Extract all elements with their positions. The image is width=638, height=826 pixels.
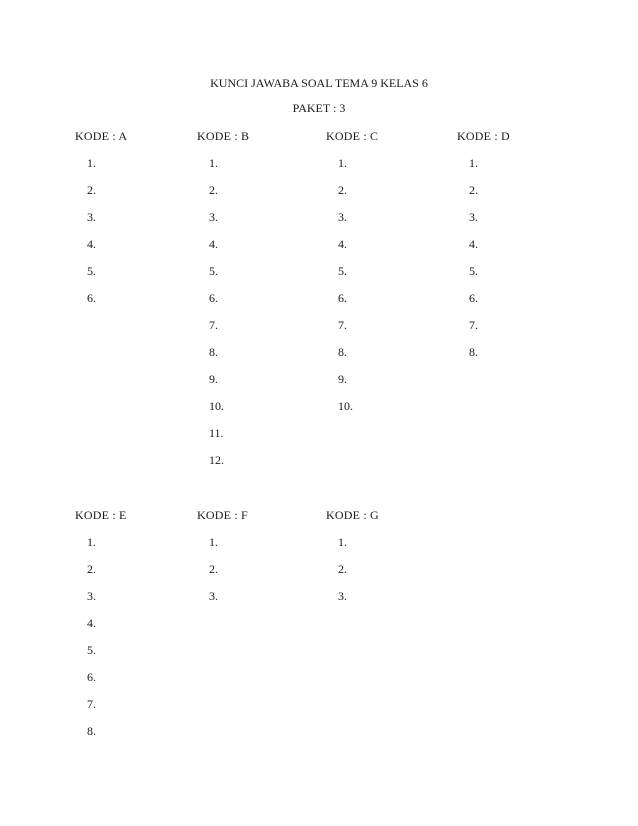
answer-item-number: 1. <box>87 156 96 170</box>
code-label: KODE : C <box>326 129 379 143</box>
code-label: KODE : B <box>197 129 250 143</box>
answer-list <box>87 535 96 751</box>
answer-item-number: 8. <box>338 345 347 359</box>
answer-item-number: 8. <box>87 724 96 738</box>
answer-item-number: 6. <box>87 291 96 305</box>
answer-item-number: 3. <box>469 210 478 224</box>
document-title: KUNCI JAWABA SOAL TEMA 9 KELAS 6 <box>210 76 428 90</box>
answer-list <box>469 156 478 372</box>
answer-item-number: 1. <box>87 535 96 549</box>
answer-item-number: 11. <box>209 426 224 440</box>
answer-item-number: 2. <box>209 183 218 197</box>
answer-item-number: 7. <box>469 318 478 332</box>
answer-item-number: 3. <box>209 589 218 603</box>
answer-item-number: 2. <box>469 183 478 197</box>
answer-item-number: 3. <box>338 210 347 224</box>
answer-list <box>209 535 218 616</box>
answer-item-number: 2. <box>87 562 96 576</box>
answer-item-number: 10. <box>338 399 353 413</box>
answer-item-number: 3. <box>338 589 347 603</box>
answer-item-number: 3. <box>209 210 218 224</box>
answer-item-number: 8. <box>469 345 478 359</box>
answer-item-number: 6. <box>87 670 96 684</box>
answer-list <box>338 156 353 426</box>
answer-item-number: 9. <box>209 372 218 386</box>
answer-list <box>338 535 347 616</box>
answer-item-number: 2. <box>209 562 218 576</box>
answer-item-number: 4. <box>338 237 347 251</box>
answer-item-number: 5. <box>338 264 347 278</box>
answer-item-number: 5. <box>87 264 96 278</box>
answer-item-number: 5. <box>469 264 478 278</box>
answer-item-number: 3. <box>87 210 96 224</box>
answer-item-number: 3. <box>87 589 96 603</box>
answer-item-number: 4. <box>209 237 218 251</box>
answer-item-number: 2. <box>338 562 347 576</box>
document-subtitle: PAKET : 3 <box>292 101 346 115</box>
code-label: KODE : G <box>326 508 379 522</box>
code-label: KODE : A <box>75 129 128 143</box>
answer-item-number: 6. <box>469 291 478 305</box>
code-label: KODE : D <box>457 129 510 143</box>
answer-item-number: 7. <box>87 697 96 711</box>
answer-item-number: 1. <box>338 156 347 170</box>
answer-item-number: 1. <box>338 535 347 549</box>
answer-item-number: 7. <box>338 318 347 332</box>
answer-item-number: 8. <box>209 345 218 359</box>
answer-item-number: 10. <box>209 399 224 413</box>
answer-item-number: 1. <box>209 156 218 170</box>
answer-item-number: 6. <box>209 291 218 305</box>
answer-item-number: 2. <box>87 183 96 197</box>
answer-item-number: 4. <box>469 237 478 251</box>
answer-item-number: 4. <box>87 237 96 251</box>
answer-item-number: 5. <box>87 643 96 657</box>
answer-list <box>87 156 96 318</box>
answer-item-number: 7. <box>209 318 218 332</box>
answer-list <box>209 156 224 480</box>
answer-item-number: 1. <box>209 535 218 549</box>
answer-item-number: 5. <box>209 264 218 278</box>
answer-item-number: 6. <box>338 291 347 305</box>
answer-item-number: 9. <box>338 372 347 386</box>
code-label: KODE : F <box>197 508 248 522</box>
answer-item-number: 12. <box>209 453 224 467</box>
answer-item-number: 1. <box>469 156 478 170</box>
answer-item-number: 4. <box>87 616 96 630</box>
code-label: KODE : E <box>75 508 127 522</box>
answer-item-number: 2. <box>338 183 347 197</box>
